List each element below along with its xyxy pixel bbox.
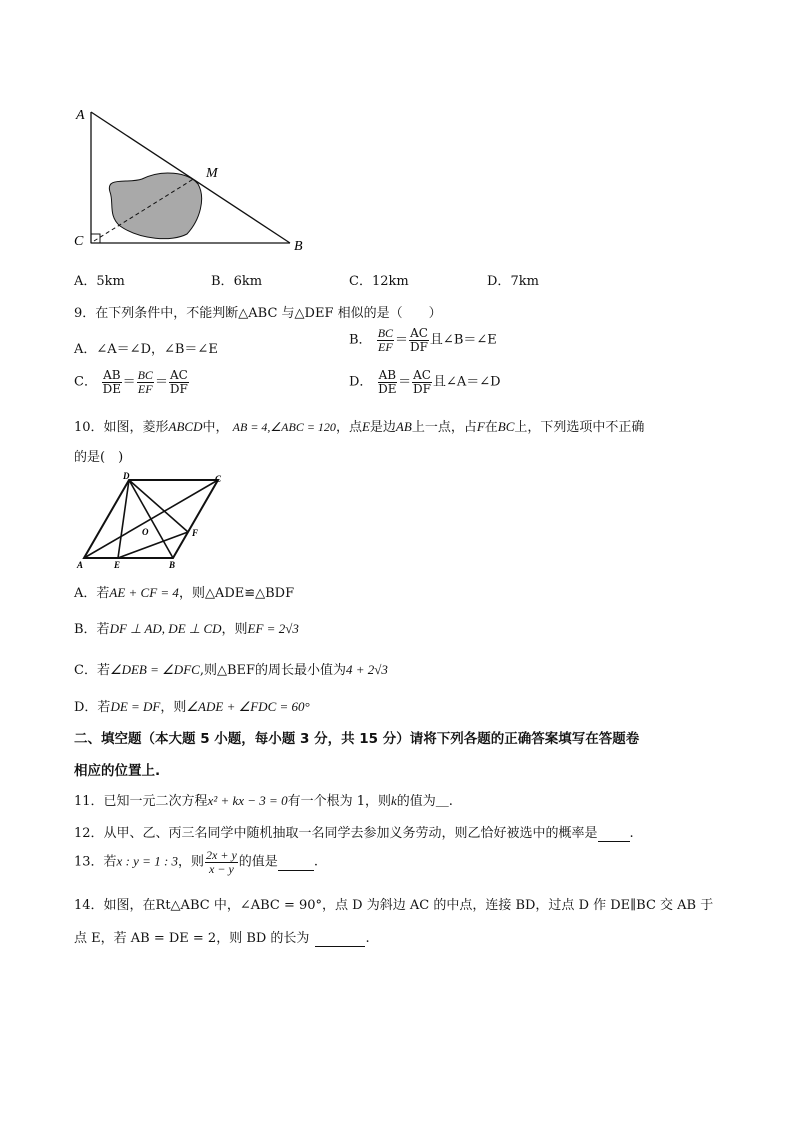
segment-DE (118, 480, 129, 558)
fraction: $\frac{AC}{DF}$ (410, 326, 428, 354)
q13: 13．若x : y = 1 : 3，则 $\frac{2x + y}{x - y}$ 的值是 . (74, 848, 318, 876)
q14-line1: 14．如图，在Rt△ABC 中，∠ABC = 90°，点 D 为斜边 AC 的中点，连接 BD，过点 D 作 DE∥BC 交 AB 于 (74, 898, 714, 913)
q9-option-d: D． $\frac{AB}{DE}$ ＝ $\frac{AC}{DF}$ 且∠A＝∠D (349, 368, 501, 396)
fraction: $\frac{2x + y}{x - y}$ (206, 848, 237, 876)
fraction: $\frac{BC}{EF}$ (377, 326, 394, 354)
q10-option-c: C．若∠DEB = ∠DFC,则△BEF的周长最小值为4 + 2√3 (74, 662, 388, 678)
lake-shape (109, 173, 201, 239)
fraction: $\frac{AB}{DE}$ (378, 368, 397, 396)
fraction: $\frac{AC}{DF}$ (413, 368, 431, 396)
fraction: $\frac{BC}{EF}$ (137, 368, 153, 396)
label-C: C (74, 234, 84, 249)
segment-EF (118, 532, 188, 558)
q10-option-d: D．若DE = DF，则∠ADE + ∠FDC = 60° (74, 699, 310, 715)
q10-stem-line2: 的是( ) (74, 450, 124, 465)
segment-DF (129, 480, 188, 532)
answer-blank[interactable] (278, 855, 314, 871)
label-F: F (192, 528, 199, 538)
q8-option-d: D．7km (487, 274, 539, 289)
label-A: A (77, 560, 84, 570)
q9-option-c: C． $\frac{AB}{DE}$ ＝ $\frac{BC}{EF}$ ＝ $\frac{AC}{DF}$ (74, 368, 188, 396)
q8-option-c: C．12km (349, 274, 409, 289)
right-angle-mark (91, 234, 100, 243)
q10-option-a: A．若AE + CF = 4，则△ADE≌△BDF (74, 585, 295, 601)
label-A: A (76, 108, 85, 123)
section-heading-line2: 相应的位置上. (74, 763, 161, 779)
fraction: $\frac{AC}{DF}$ (169, 368, 188, 396)
figure-q10-rhombus (76, 470, 236, 570)
section-heading-line1: 二、填空题（本大题 5 小题，每小题 3 分，共 15 分）请将下列各题的正确答案填写在答题卷 (74, 731, 640, 747)
q11: 11．已知一元二次方程x² + kx − 3 = 0有一个根为 1，则k的值为＿. (74, 793, 453, 809)
label-M: M (206, 166, 218, 181)
q12: 12．从甲、乙、丙三名同学中随机抽取一名同学去参加义务劳动，则乙恰好被选中的概率是 . (74, 826, 634, 841)
q8-option-a: A．5km (74, 274, 125, 289)
answer-blank[interactable] (598, 826, 630, 842)
label-O: O (142, 527, 149, 537)
q9-stem: 9．在下列条件中，不能判断△ABC 与△DEF 相似的是（ ） (74, 306, 442, 321)
q10-option-b: B．若DF ⊥ AD, DE ⊥ CD，则EF = 2√3 (74, 621, 299, 637)
fraction: $\frac{AB}{DE}$ (102, 368, 122, 396)
q14-line2: 点 E，若 AB = DE = 2，则 BD 的长为 . (74, 931, 370, 946)
answer-blank[interactable] (315, 931, 365, 947)
figure-q8-triangle (70, 100, 330, 260)
label-B: B (294, 239, 303, 254)
label-C: C (215, 474, 222, 484)
q8-option-b: B．6km (211, 274, 263, 289)
q9-option-b: B． $\frac{BC}{EF}$ ＝ $\frac{AC}{DF}$ 且∠B＝∠E (349, 326, 497, 354)
q9-option-a: A．∠A＝∠D，∠B＝∠E (74, 342, 218, 357)
q10-stem-line1: 10．如图，菱形ABCD中， AB = 4,∠ABC = 120，点E是边AB上一点，占F在BC上，下列选项中不正确 (74, 419, 645, 435)
label-B: B (169, 560, 176, 570)
label-E: E (114, 560, 121, 570)
label-D: D (123, 471, 130, 481)
